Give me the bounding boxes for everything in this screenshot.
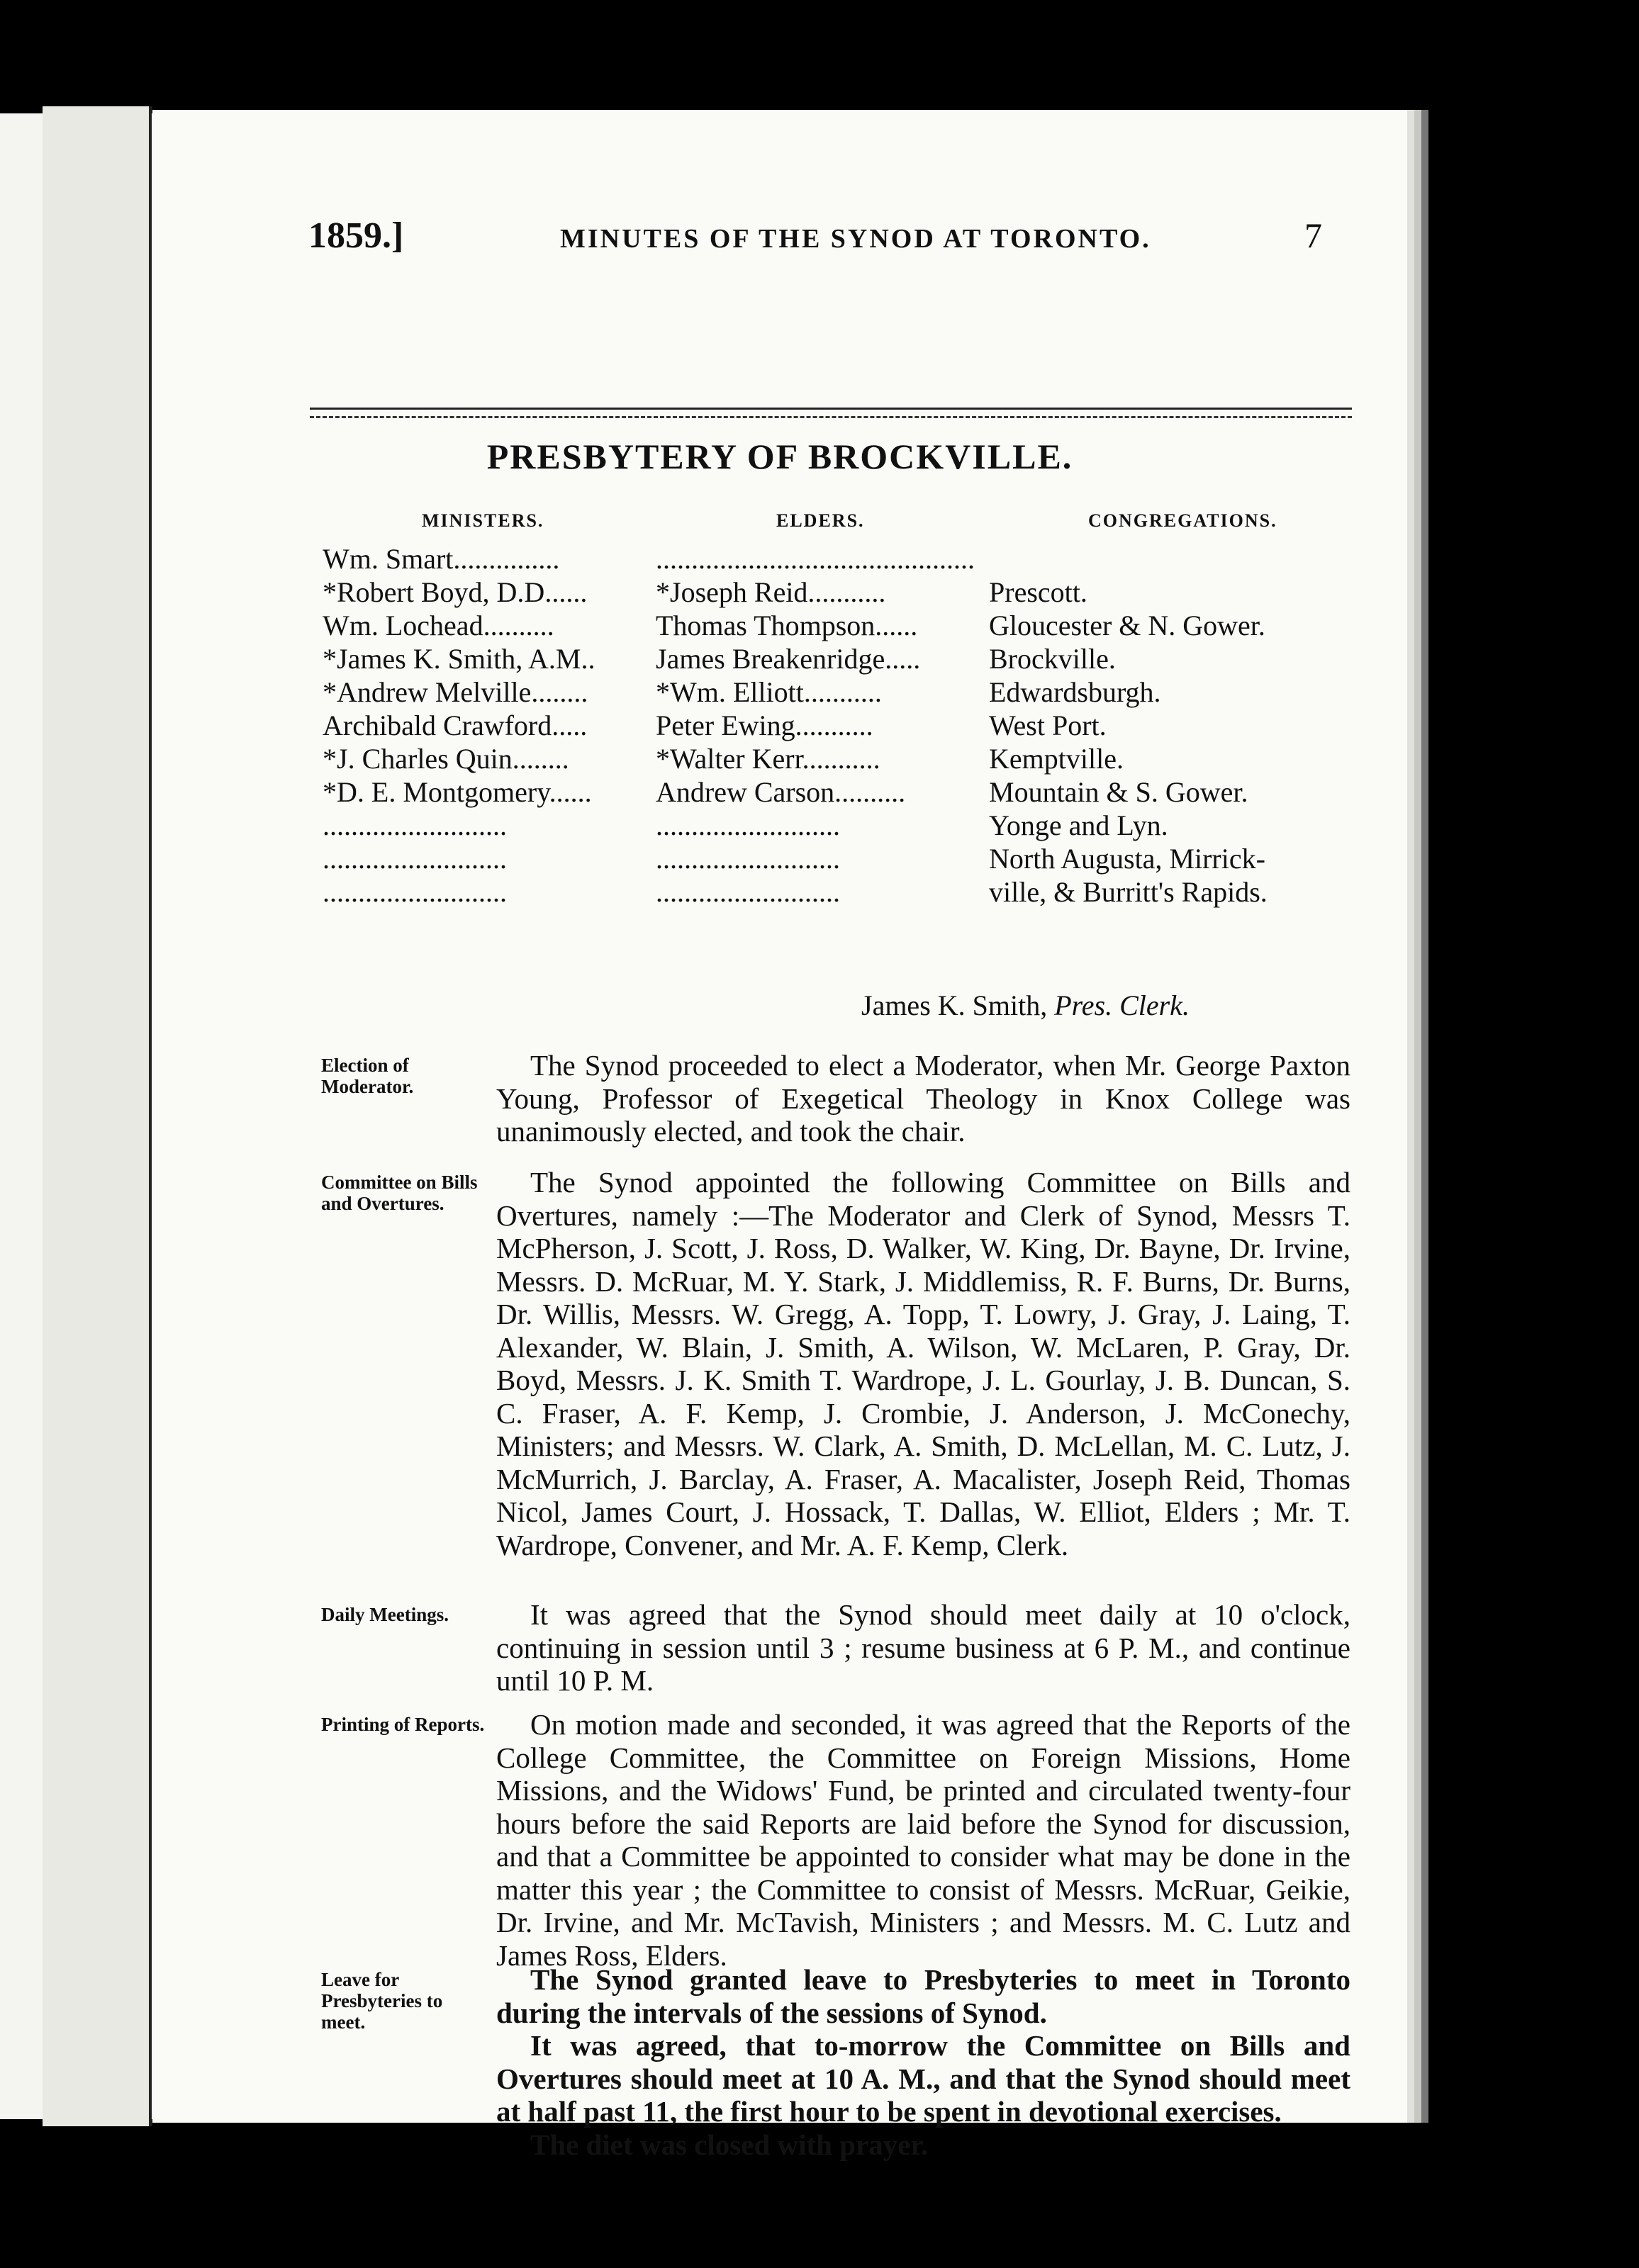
minute-paragraph: The Synod granted leave to Presbyteries to meet in Toronto during the intervals of the sessions of Synod. [496, 1963, 1350, 2029]
minister-name: Archibald Crawford..... [323, 709, 588, 741]
minister-name: *Andrew Melville........ [323, 676, 588, 708]
minister-name: *J. Charles Quin........ [323, 743, 569, 775]
minister-name: Wm. Smart............... [323, 543, 560, 575]
book-spine [43, 106, 152, 2126]
congregation-name: North Augusta, Mirrick- [989, 843, 1265, 875]
roll-row [323, 542, 1350, 575]
clerk-signature [861, 989, 1190, 1022]
minute-section [496, 1598, 1350, 1697]
running-title: MINUTES OF THE SYNOD AT TORONTO. [560, 224, 1151, 254]
congregation-name: Kemptville. [989, 743, 1124, 775]
roll-row [323, 609, 1350, 641]
minister-name: .......................... [323, 843, 507, 875]
elder-name: *Joseph Reid........... [656, 576, 886, 608]
congregation-name: West Port. [989, 709, 1107, 741]
minute-section [496, 1708, 1350, 1972]
roll-row [323, 775, 1350, 808]
minute-section [496, 1963, 1350, 2161]
margin-note: Daily Meetings. [321, 1604, 449, 1625]
minute-paragraph: It was agreed, that to-morrow the Committee on Bills and Overtures should meet at 10 A. M., and that the Synod should meet at half past 11, the first hour to be spent in devotional exercises. [496, 2029, 1350, 2128]
minute-section [496, 1166, 1350, 1561]
roll-row [323, 742, 1350, 775]
elder-name: .......................... [656, 876, 840, 908]
minister-name: *D. E. Montgomery...... [323, 776, 592, 808]
minute-section [496, 1049, 1350, 1148]
clerk-name: James K. Smith, [861, 989, 1048, 1021]
elder-name: *Walter Kerr........... [656, 743, 880, 775]
margin-note: Leave for Presbyteries to meet. [321, 1969, 443, 2033]
minute-paragraph: The Synod proceeded to elect a Moderator, when Mr. George Paxton Young, Professor of Exegetical Theology in Knox College was unanimously elected, and took the chair. [496, 1049, 1350, 1147]
minute-paragraph: It was agreed that the Synod should meet daily at 10 o'clock, continuing in session until 3 ; resume business at 6 P. M., and continue until 10 P. M. [496, 1598, 1350, 1697]
roll-row [323, 709, 1350, 741]
minister-name: *Robert Boyd, D.D...... [323, 576, 588, 608]
column-header-ministers: MINISTERS. [422, 510, 544, 531]
elder-name: ............................................. [656, 543, 975, 575]
clerk-title: Pres. Clerk. [1054, 989, 1190, 1021]
elder-name: *Wm. Elliott........... [656, 676, 882, 708]
congregation-name: Gloucester & N. Gower. [989, 610, 1265, 641]
congregation-name: Brockville. [989, 643, 1116, 675]
congregation-name: Prescott. [989, 576, 1087, 608]
elder-name: Andrew Carson.......... [656, 776, 906, 808]
header-rule-dashed [310, 416, 1352, 418]
minute-paragraph: The diet was closed with prayer. [530, 2128, 929, 2161]
elder-name: .......................... [656, 809, 840, 841]
page-number: 7 [1304, 215, 1322, 255]
margin-note: Election of Moderator. [321, 1055, 414, 1097]
book-page [152, 110, 1407, 2161]
roll-row [323, 675, 1350, 708]
minister-name: .......................... [323, 876, 507, 908]
minister-name: *James K. Smith, A.M.. [323, 643, 595, 675]
roll-row [323, 842, 1350, 875]
congregation-name: Mountain & S. Gower. [989, 776, 1248, 808]
elder-name: Thomas Thompson...... [656, 610, 918, 641]
roll-row [323, 642, 1350, 675]
page-year: 1859.] [308, 215, 404, 256]
congregation-name: Edwardsburgh. [989, 676, 1161, 708]
margin-note: Printing of Reports. [321, 1714, 485, 1735]
elder-name: Peter Ewing........... [656, 709, 873, 741]
elder-name: .......................... [656, 843, 840, 875]
presbytery-heading: PRESBYTERY OF BROCKVILLE. [486, 437, 1073, 476]
header-rule [310, 408, 1352, 410]
column-header-elders: ELDERS. [776, 510, 865, 531]
congregation-name: Yonge and Lyn. [989, 809, 1168, 841]
minister-name: Wm. Lochead.......... [323, 610, 554, 641]
minister-name: .......................... [323, 809, 507, 841]
column-header-congregations: CONGREGATIONS. [1088, 510, 1277, 531]
minute-paragraph: On motion made and seconded, it was agreed that the Reports of the College Committee, the Committee on Foreign Missions, Home Missions, and the Widows' Fund, be printed and circulated twenty-four hours before the said Reports are laid before the Synod for discussion, and that a Committee be appointed to consider what may be done in the matter this year ; the Committee to consist of Messrs. McRuar, Geikie, Dr. Irvine, and Mr. McTavish, Ministers ; and Messrs. M. C. Lutz and James Ross, Elders. [496, 1708, 1350, 1972]
elder-name: James Breakenridge..... [656, 643, 921, 675]
roll-row [323, 875, 1350, 908]
roll-row [323, 809, 1350, 841]
roll-row [323, 576, 1350, 608]
congregation-name: ville, & Burritt's Rapids. [989, 876, 1268, 908]
margin-note: Committee on Bills and Overtures. [321, 1172, 478, 1214]
minute-paragraph: The Synod appointed the following Committee on Bills and Overtures, namely :—The Moderator and Clerk of Synod, Messrs T. McPherson, J. Scott, J. Ross, D. Walker, W. King, Dr. Bayne, Dr. Irvine, Messrs. D. McRuar, M. Y. Stark, J. Middlemiss, R. F. Burns, Dr. Burns, Dr. Willis, Messrs. W. Gregg, A. Topp, T. Lowry, J. Gray, J. Laing, T. Alexander, W. Blain, J. Smith, A. Wilson, W. McLaren, P. Gray, Dr. Boyd, Messrs. J. K. Smith T. Wardrope, J. L. Gourlay, J. B. Duncan, S. C. Fraser, A. F. Kemp, J. Crombie, J. Anderson, J. McConechy, Ministers; and Messrs. W. Clark, A. Smith, D. McLellan, M. C. Lutz, J. McMurrich, J. Barclay, A. Fraser, A. Macalister, Joseph Reid, Thomas Nicol, James Court, J. Hossack, T. Dallas, W. Elliot, Elders ; Mr. T. Wardrope, Convener, and Mr. A. F. Kemp, Clerk. [496, 1166, 1350, 1561]
